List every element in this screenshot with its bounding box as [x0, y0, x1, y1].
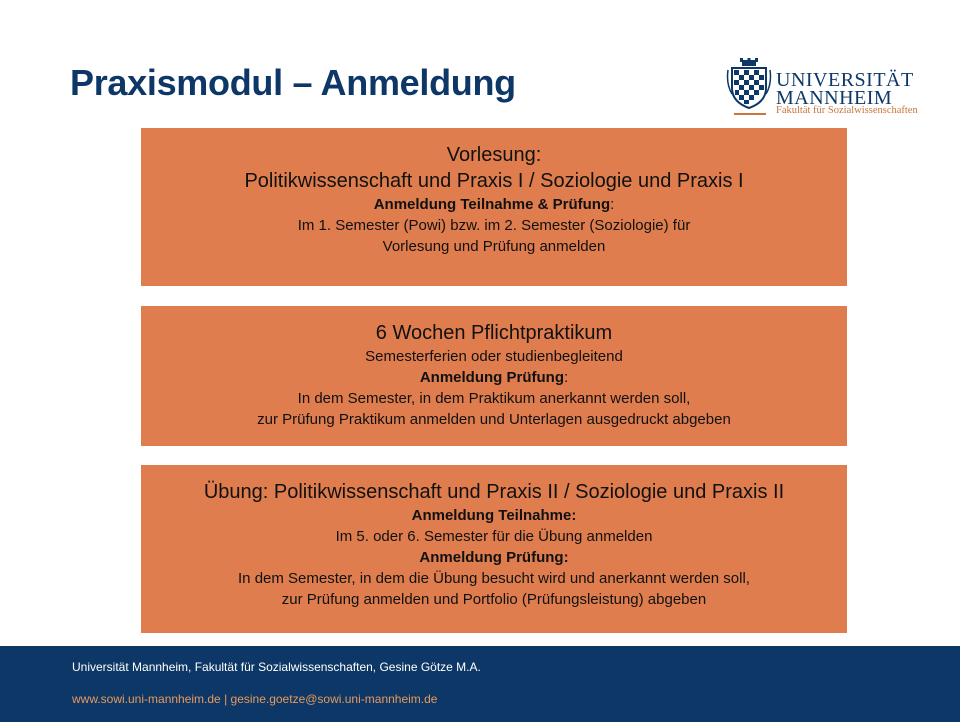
internship-heading: 6 Wochen Pflichtpraktikum [375, 322, 613, 344]
logo-faculty: Fakultät für Sozialwissenschaften [776, 105, 918, 116]
footer-links: www.sowi.uni-mannheim.de | gesine.goetze@sowi.uni-mannheim.de [72, 692, 438, 706]
exercise-box [141, 465, 847, 633]
internship-label-colon: : [563, 369, 569, 386]
lecture-text-line2: Vorlesung und Prüfung anmelden [382, 238, 606, 255]
logo-accent-line [734, 113, 766, 115]
footer-author: Universität Mannheim, Fakultät für Sozialwissenschaften, Gesine Götze M.A. [72, 660, 481, 674]
internship-subheading: Semesterferien oder studienbegleitend [365, 348, 623, 365]
lecture-course-title: Politikwissenschaft und Praxis I / Soziologie und Praxis I [244, 170, 744, 192]
internship-box [141, 306, 847, 446]
exercise-heading: Übung: Politikwissenschaft und Praxis II / Soziologie und Praxis II [203, 481, 785, 503]
lecture-registration-label: Anmeldung Teilnahme & Prüfung [373, 196, 611, 213]
lecture-box [141, 128, 847, 286]
exercise-participation-label: Anmeldung Teilnahme: [411, 507, 577, 524]
logo-name-line2: MANNHEIM [776, 87, 893, 109]
internship-registration-label: Anmeldung Prüfung [419, 369, 564, 386]
page-title: Praxismodul – Anmeldung [70, 62, 516, 103]
internship-text-line2: zur Prüfung Praktikum anmelden und Unterlagen ausgedruckt abgeben [257, 411, 731, 428]
exercise-participation-text: Im 5. oder 6. Semester für die Übung anmelden [335, 528, 653, 545]
exercise-exam-label: Anmeldung Prüfung: [419, 549, 569, 566]
logo-name-line1: UNIVERSITÄT [776, 69, 914, 91]
university-logo [726, 58, 936, 120]
exercise-exam-text-line2: zur Prüfung anmelden und Portfolio (Prüfungsleistung) abgeben [281, 591, 707, 608]
footer [0, 646, 960, 722]
lecture-text-line1: Im 1. Semester (Powi) bzw. im 2. Semester (Soziologie) für [297, 217, 691, 234]
lecture-heading: Vorlesung: [446, 144, 542, 166]
crest-icon [726, 58, 772, 110]
exercise-exam-text-line1: In dem Semester, in dem die Übung besucht wird und anerkannt werden soll, [238, 570, 750, 587]
lecture-label-colon: : [610, 196, 615, 213]
internship-text-line1: In dem Semester, in dem Praktikum anerkannt werden soll, [297, 390, 691, 407]
